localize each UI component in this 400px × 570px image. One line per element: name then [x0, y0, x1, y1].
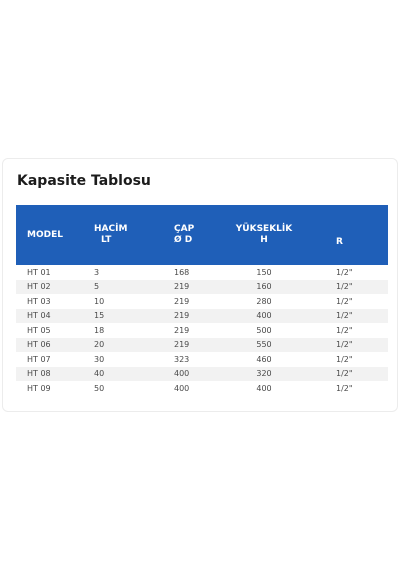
- cell-r: 1/2": [336, 325, 353, 335]
- cell-volume: 18: [94, 325, 105, 335]
- cell-height: 460: [256, 354, 272, 364]
- cell-model: HT 06: [27, 340, 51, 350]
- cell-volume: 30: [94, 354, 105, 364]
- cell-diameter: 219: [174, 282, 190, 292]
- cell-model: HT 07: [27, 354, 51, 364]
- cell-volume: 10: [94, 296, 105, 306]
- cell-model: HT 05: [27, 325, 51, 335]
- cell-volume: 20: [94, 340, 105, 350]
- cell-r: 1/2": [336, 296, 353, 306]
- cell-volume: 3: [94, 267, 100, 277]
- header-volume: HACİM LT: [94, 224, 128, 245]
- cell-diameter: 219: [174, 311, 190, 321]
- cell-r: 1/2": [336, 369, 353, 379]
- cell-volume: 5: [94, 282, 100, 292]
- cell-diameter: 219: [174, 296, 190, 306]
- cell-height: 160: [256, 282, 272, 292]
- cell-height: 500: [256, 325, 272, 335]
- cell-volume: 15: [94, 311, 105, 321]
- cell-model: HT 01: [27, 267, 51, 277]
- cell-r: 1/2": [336, 383, 353, 393]
- cell-r: 1/2": [336, 282, 353, 292]
- cell-volume: 40: [94, 369, 105, 379]
- cell-model: HT 02: [27, 282, 51, 292]
- table-row: [16, 309, 388, 324]
- cell-diameter: 323: [174, 354, 190, 364]
- cell-height: 550: [256, 340, 272, 350]
- table-row: [16, 338, 388, 353]
- table-row: [16, 294, 388, 309]
- cell-diameter: 168: [174, 267, 190, 277]
- cell-height: 320: [256, 369, 272, 379]
- cell-height: 400: [256, 311, 272, 321]
- table-header-row: [16, 205, 388, 265]
- cell-height: 280: [256, 296, 272, 306]
- header-r: R: [336, 236, 343, 247]
- capacity-table-wrapper: [16, 205, 388, 396]
- cell-r: 1/2": [336, 311, 353, 321]
- card-title: Kapasite Tablosu: [17, 173, 151, 189]
- cell-model: HT 09: [27, 383, 51, 393]
- cell-r: 1/2": [336, 267, 353, 277]
- table-row: [16, 352, 388, 367]
- header-model: MODEL: [27, 229, 63, 240]
- cell-height: 150: [256, 267, 272, 277]
- table-row: [16, 381, 388, 396]
- cell-volume: 50: [94, 383, 105, 393]
- cell-height: 400: [256, 383, 272, 393]
- cell-diameter: 219: [174, 340, 190, 350]
- capacity-card: [2, 158, 398, 412]
- cell-model: HT 04: [27, 311, 51, 321]
- table-row: [16, 323, 388, 338]
- cell-model: HT 03: [27, 296, 51, 306]
- cell-model: HT 08: [27, 369, 51, 379]
- header-diameter: ÇAP Ø D: [174, 224, 195, 245]
- table-row: [16, 367, 388, 382]
- cell-diameter: 219: [174, 325, 190, 335]
- cell-diameter: 400: [174, 383, 190, 393]
- cell-diameter: 400: [174, 369, 190, 379]
- header-height: YÜKSEKLİK H: [235, 224, 293, 245]
- table-row: [16, 265, 388, 280]
- table-row: [16, 280, 388, 295]
- cell-r: 1/2": [336, 354, 353, 364]
- capacity-table: [16, 205, 388, 396]
- cell-r: 1/2": [336, 340, 353, 350]
